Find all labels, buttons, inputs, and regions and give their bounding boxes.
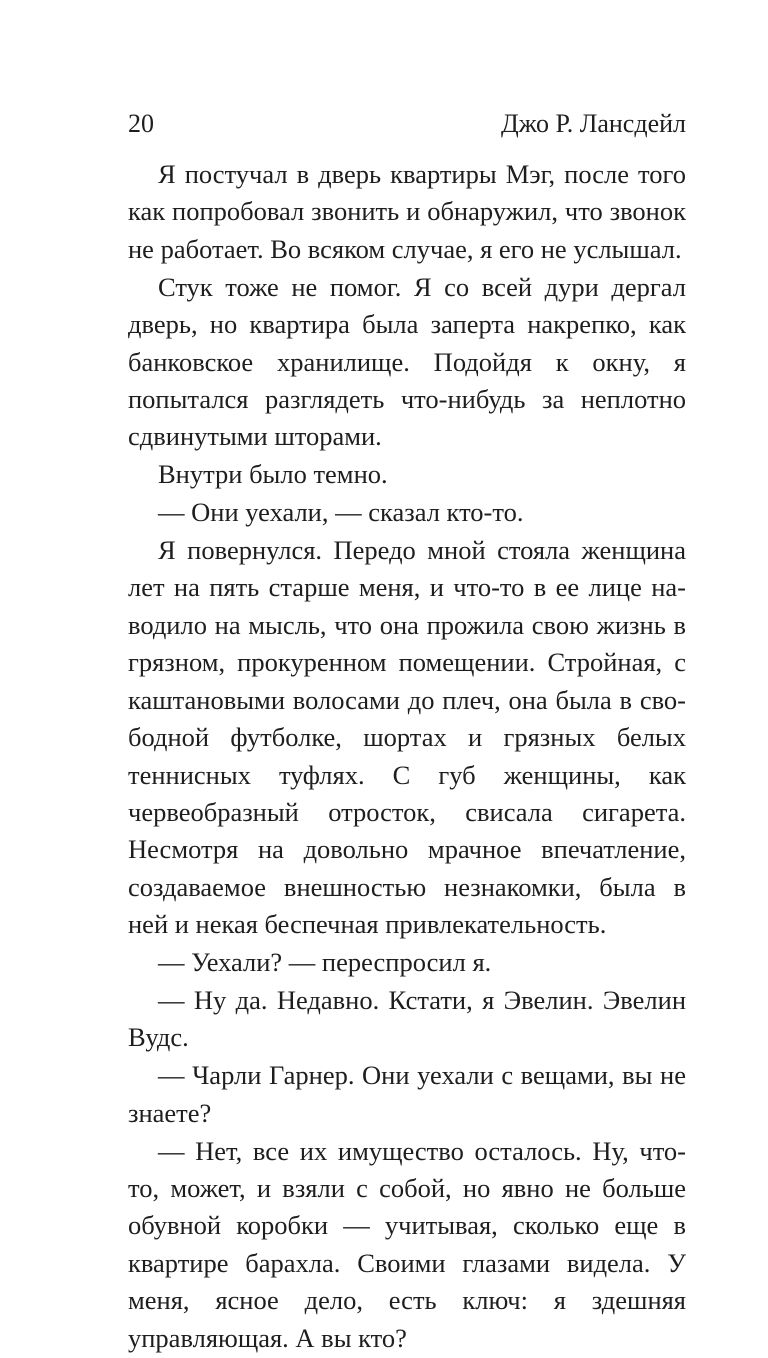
paragraph: Внутри было темно. <box>158 459 388 490</box>
book-author: Джо Р. Лансдейл <box>500 109 686 138</box>
dialogue-line: — Чарли Гарнер. Они уехали с вещами, вы не знаете? <box>128 1060 686 1128</box>
body-text <box>128 156 686 1358</box>
page-number: 20 <box>128 109 154 138</box>
dialogue-line: — Нет, все их имущество осталось. Ну, что-то, может, и взяли с собой, но явно не больше обувной коробки — учитывая, сколько еще в квартире барахла. Своими глазами видела. У меня, ясное дело, есть ключ: я здешняя управляющая. А вы кто? <box>128 1135 686 1353</box>
running-head <box>128 104 686 144</box>
paragraph: Я постучал в дверь квартиры Мэг, после того как попробовал звонить и обнаружил, что звонок не работает. Во всяком случае, я его не услышал. <box>128 159 686 264</box>
paragraph: Я повернулся. Передо мной стояла женщина лет на пять старше меня, и что-то в ее лице наводило на мысль, что она прожила свою жизнь в грязном, прокуренном помещении. Стройная, с каштановыми волосами до плеч, она была в свободной футболке, шортах и грязных белых теннисных туфлях. С губ женщины, как червеобразный отросток, свисала сигарета. Несмотря на довольно мрачное впечатление, создаваемое внешностью незнакомки, была в ней и некая беспечная привлекательность. <box>128 535 686 940</box>
dialogue-line: — Уехали? — переспросил я. <box>158 947 492 978</box>
dialogue-line: — Ну да. Недавно. Кстати, я Эвелин. Эвелин Вудс. <box>128 984 686 1053</box>
dialogue-line: — Они уехали, — сказал кто-то. <box>158 497 524 528</box>
paragraph: Стук тоже не помог. Я со всей дури дергал дверь, но квартира была заперта накрепко, как банковское хранилище. Подойдя к окну, я попытался разглядеть что-нибудь за неплотно сдвинутыми шторами. <box>128 271 686 452</box>
